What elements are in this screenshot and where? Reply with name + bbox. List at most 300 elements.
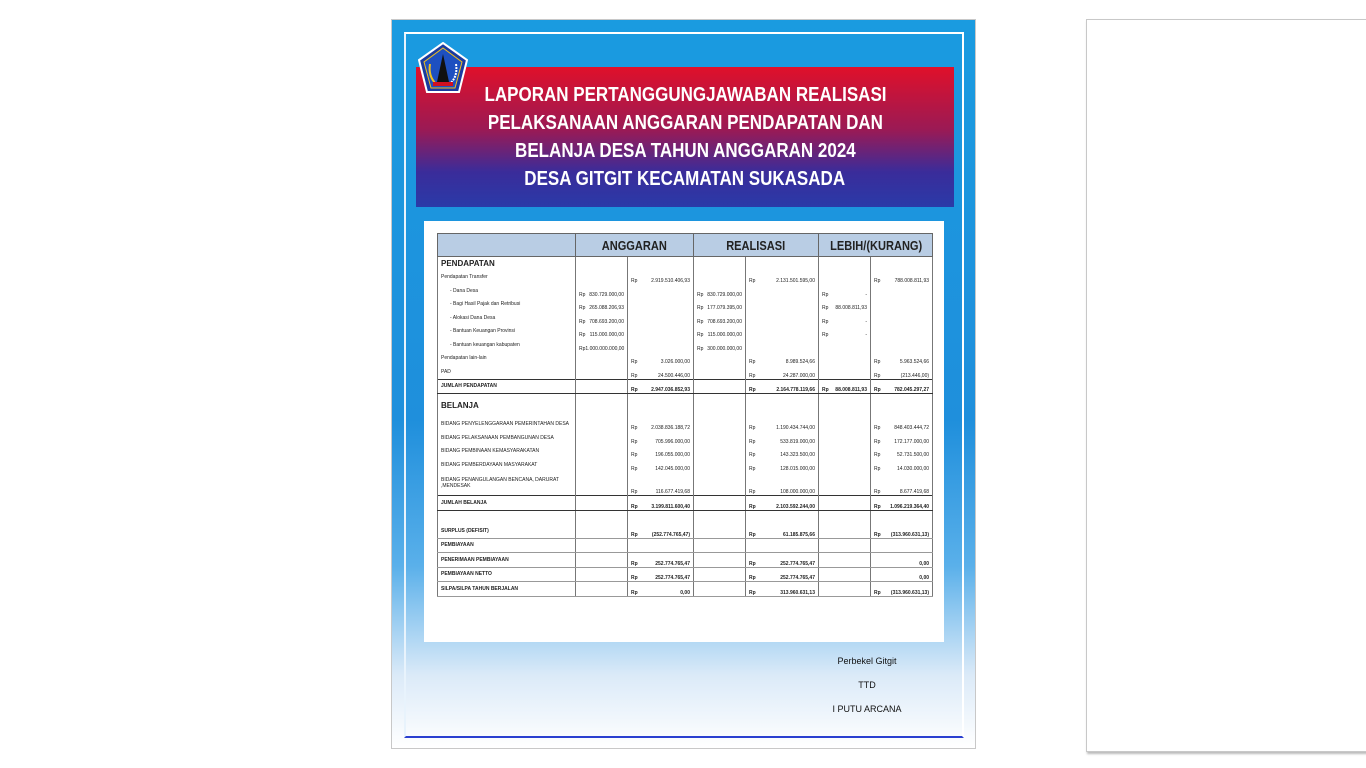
amount-value: 142.045.000,00 — [655, 465, 690, 472]
row-label: SURPLUS (DEFISIT) — [438, 524, 576, 538]
amount-value: 708.693.200,00 — [589, 318, 624, 325]
amount-value: 0,00 — [919, 575, 930, 581]
currency-label: Rp — [749, 387, 756, 393]
value-cell — [628, 553, 694, 568]
row-label: - Alokasi Dana Desa — [438, 311, 576, 325]
value-cell — [819, 311, 871, 325]
currency-label: Rp — [822, 305, 829, 311]
value-cell — [746, 271, 819, 285]
value-cell — [746, 298, 819, 312]
value-cell — [694, 284, 746, 298]
value-cell — [694, 567, 746, 582]
report-poster — [391, 19, 976, 749]
amount-value: - — [865, 291, 867, 298]
currency-label: Rp — [874, 489, 881, 495]
value-cell — [746, 538, 819, 553]
amount-value: 252.774.765,47 — [655, 560, 690, 567]
currency-label: Rp — [631, 575, 638, 581]
currency-label: Rp — [697, 318, 704, 325]
amount-value: (313.960.631,13) — [890, 589, 930, 596]
value-cell — [576, 538, 628, 553]
title-line: BELANJA DESA TAHUN ANGGARAN 2024 — [514, 140, 856, 162]
amount-value: (213.446,00) — [900, 372, 930, 379]
row-label: PEMBIAYAAN NETTO — [438, 567, 576, 582]
currency-label: Rp — [822, 318, 829, 325]
amount-value: 128.015.000,00 — [780, 465, 815, 472]
value-cell — [576, 553, 628, 568]
amount-value: 14.030.000,00 — [897, 465, 930, 472]
amount-value: 705.996.000,00 — [655, 438, 690, 445]
value-cell — [871, 496, 933, 511]
value-cell — [746, 338, 819, 352]
report-table-container — [424, 221, 944, 642]
value-cell — [628, 271, 694, 285]
value-cell — [871, 458, 933, 472]
value-cell — [819, 553, 871, 568]
value-cell — [746, 418, 819, 432]
value-cell — [576, 458, 628, 472]
value-cell — [871, 379, 933, 394]
value-cell — [576, 365, 628, 379]
currency-label: Rp — [874, 465, 881, 472]
value-cell — [746, 567, 819, 582]
currency-label: Rp — [874, 372, 881, 379]
row-label: - Bantuan Keuangan Provinsi — [438, 325, 576, 339]
amount-value: (252.774.765,47) — [651, 531, 690, 538]
amount-value: 533.819.000,00 — [780, 438, 815, 445]
table-row — [438, 458, 933, 472]
value-cell — [819, 379, 871, 394]
row-label: PENDAPATAN — [438, 257, 576, 271]
row-label: PAD — [438, 365, 576, 379]
value-cell — [628, 365, 694, 379]
signature-ttd: TTD — [858, 680, 876, 690]
value-cell — [694, 352, 746, 366]
value-cell — [628, 567, 694, 582]
currency-label: Rp — [874, 531, 881, 538]
currency-label: Rp — [822, 332, 829, 338]
value-cell — [694, 445, 746, 459]
value-cell — [819, 431, 871, 445]
value-cell — [871, 445, 933, 459]
value-cell — [871, 538, 933, 553]
value-cell — [576, 431, 628, 445]
value-cell — [576, 284, 628, 298]
value-cell — [746, 325, 819, 339]
value-cell — [694, 582, 746, 597]
value-cell — [694, 379, 746, 394]
value-cell — [694, 338, 746, 352]
value-cell — [576, 472, 628, 496]
value-cell — [871, 567, 933, 582]
value-cell — [871, 325, 933, 339]
value-cell — [576, 418, 628, 432]
row-label: SILPA/SILPA TAHUN BERJALAN — [438, 582, 576, 597]
value-cell — [746, 524, 819, 538]
table-row — [438, 567, 933, 582]
currency-label: Rp — [874, 452, 881, 458]
value-cell — [576, 352, 628, 366]
table-row — [438, 271, 933, 285]
value-cell — [694, 311, 746, 325]
currency-label: Rp — [631, 489, 638, 495]
value-cell — [819, 271, 871, 285]
amount-value: 177.079.395,00 — [707, 305, 742, 311]
amount-value: 782.045.297,27 — [894, 387, 930, 393]
amount-value: 1.190.434.744,00 — [776, 425, 815, 431]
amount-value: 3.026.000,00 — [660, 359, 690, 365]
regency-logo-icon — [418, 42, 468, 98]
currency-label: Rp — [749, 438, 756, 445]
value-cell — [871, 394, 933, 418]
header-lebih-kurang: LEBIH/(KURANG) — [819, 234, 933, 257]
value-cell — [694, 271, 746, 285]
value-cell — [819, 538, 871, 553]
currency-label: Rp — [631, 359, 638, 365]
table-row — [438, 394, 933, 418]
amount-value: 115.000.000,00 — [589, 332, 624, 338]
value-cell — [628, 284, 694, 298]
table-row — [438, 325, 933, 339]
signature-block — [812, 656, 922, 728]
value-cell — [819, 394, 871, 418]
currency-label: Rp — [631, 438, 638, 445]
budget-table — [437, 233, 933, 597]
value-cell — [694, 496, 746, 511]
value-cell — [746, 496, 819, 511]
amount-value: 24.287.000,00 — [783, 372, 815, 379]
value-cell — [746, 352, 819, 366]
currency-label: Rp — [749, 425, 756, 431]
amount-value: 830.729.000,00 — [707, 291, 742, 298]
value-cell — [628, 311, 694, 325]
currency-label: Rp — [874, 438, 881, 445]
value-cell — [819, 510, 871, 524]
table-row — [438, 379, 933, 394]
amount-value: 313.960.631,13 — [780, 589, 815, 596]
value-cell — [871, 298, 933, 312]
signer-name: I PUTU ARCANA — [832, 704, 902, 714]
amount-value: 196.055.000,00 — [655, 452, 690, 458]
value-cell — [871, 365, 933, 379]
row-label: JUMLAH BELANJA — [438, 496, 576, 511]
row-label: JUMLAH PENDAPATAN — [438, 379, 576, 394]
currency-label: Rp — [631, 372, 638, 379]
value-cell — [819, 338, 871, 352]
value-cell — [746, 379, 819, 394]
side-panel — [1086, 19, 1366, 752]
title-line: DESA GITGIT KECAMATAN SUKASADA — [524, 168, 846, 190]
value-cell — [746, 458, 819, 472]
value-cell — [746, 472, 819, 496]
currency-label: Rp — [822, 387, 829, 393]
table-row — [438, 284, 933, 298]
title-line: LAPORAN PERTANGGUNGJAWABAN REALISASI — [483, 84, 887, 106]
value-cell — [746, 365, 819, 379]
value-cell — [871, 582, 933, 597]
currency-label: Rp — [874, 503, 881, 510]
signer-role: Perbekel Gitgit — [837, 656, 897, 666]
currency-label: Rp — [697, 305, 704, 311]
value-cell — [694, 257, 746, 271]
value-cell — [746, 431, 819, 445]
value-cell — [628, 582, 694, 597]
amount-value: 830.729.000,00 — [589, 291, 624, 298]
value-cell — [746, 445, 819, 459]
value-cell — [576, 271, 628, 285]
value-cell — [576, 257, 628, 271]
row-label: BIDANG PENANGULANGAN BENCANA, DARURAT ,MENDESAK — [438, 472, 576, 496]
amount-value: - — [865, 332, 867, 338]
title-banner — [416, 67, 954, 207]
currency-label: Rp — [697, 332, 704, 338]
currency-label: Rp — [631, 589, 638, 596]
value-cell — [628, 445, 694, 459]
value-cell — [746, 510, 819, 524]
value-cell — [628, 510, 694, 524]
row-label: - Bagi Hasil Pajak dan Retribusi — [438, 298, 576, 312]
value-cell — [628, 496, 694, 511]
amount-value: 708.693.200,00 — [707, 318, 742, 325]
amount-value: 2.038.836.188,72 — [651, 425, 690, 431]
amount-value: 2.131.501.595,00 — [776, 278, 815, 284]
currency-label: Rp — [749, 575, 756, 581]
amount-value: 8.989.524,66 — [785, 359, 815, 365]
row-label: - Bantuan keuangan kabupaten — [438, 338, 576, 352]
table-row — [438, 431, 933, 445]
table-row — [438, 496, 933, 511]
value-cell — [694, 553, 746, 568]
table-row — [438, 365, 933, 379]
amount-value: 172.177.000,00 — [894, 438, 930, 445]
table-row — [438, 582, 933, 597]
value-cell — [628, 325, 694, 339]
value-cell — [819, 325, 871, 339]
value-cell — [694, 418, 746, 432]
table-row — [438, 352, 933, 366]
table-row — [438, 472, 933, 496]
value-cell — [819, 418, 871, 432]
currency-label: Rp — [874, 359, 881, 365]
currency-label: Rp — [697, 345, 704, 352]
currency-label: Rp — [579, 291, 586, 298]
amount-value: 88.008.811,93 — [835, 305, 867, 311]
value-cell — [746, 311, 819, 325]
value-cell — [819, 365, 871, 379]
amount-value: 5.963.524,66 — [899, 359, 930, 365]
table-row — [438, 418, 933, 432]
table-row — [438, 524, 933, 538]
value-cell — [628, 338, 694, 352]
currency-label: Rp — [631, 278, 638, 284]
row-label: PENERIMAAN PEMBIAYAAN — [438, 553, 576, 568]
value-cell — [871, 311, 933, 325]
value-cell — [871, 431, 933, 445]
row-label: BIDANG PELAKSANAAN PEMBANGUNAN DESA — [438, 431, 576, 445]
value-cell — [819, 582, 871, 597]
value-cell — [628, 257, 694, 271]
value-cell — [576, 496, 628, 511]
value-cell — [628, 418, 694, 432]
value-cell — [694, 394, 746, 418]
row-label: BIDANG PEMBERDAYAAN MASYARAKAT — [438, 458, 576, 472]
currency-label: Rp — [579, 318, 586, 325]
currency-label: Rp — [697, 291, 704, 298]
currency-label: Rp — [631, 452, 638, 458]
currency-label: Rp — [749, 278, 756, 284]
value-cell — [871, 271, 933, 285]
value-cell — [694, 298, 746, 312]
currency-label: Rp — [749, 465, 756, 472]
row-label: BIDANG PENYELENGGARAAN PEMERINTAHAN DESA — [438, 418, 576, 432]
currency-label: Rp — [749, 531, 756, 538]
currency-label: Rp — [822, 291, 829, 298]
value-cell — [819, 352, 871, 366]
value-cell — [871, 352, 933, 366]
currency-label: Rp — [631, 560, 638, 567]
value-cell — [576, 325, 628, 339]
amount-value: 0,00 — [919, 560, 930, 567]
amount-value: 108.000.000,00 — [780, 489, 815, 495]
amount-value: 2.919.510.406,93 — [651, 278, 690, 284]
amount-value: 252.774.765,47 — [655, 575, 690, 581]
table-row — [438, 445, 933, 459]
table-row — [438, 311, 933, 325]
value-cell — [746, 394, 819, 418]
value-cell — [871, 472, 933, 496]
value-cell — [694, 431, 746, 445]
value-cell — [694, 472, 746, 496]
value-cell — [576, 510, 628, 524]
header-blank — [438, 234, 576, 257]
currency-label: Rp — [579, 345, 586, 352]
currency-label: Rp — [749, 560, 756, 567]
value-cell — [694, 524, 746, 538]
amount-value: 252.774.765,47 — [780, 560, 815, 567]
amount-value: 0,00 — [680, 589, 690, 596]
table-row — [438, 298, 933, 312]
value-cell — [576, 582, 628, 597]
amount-value: 788.008.811,93 — [894, 278, 930, 284]
header-realisasi: REALISASI — [694, 234, 819, 257]
value-cell — [576, 311, 628, 325]
currency-label: Rp — [749, 489, 756, 495]
value-cell — [576, 338, 628, 352]
value-cell — [819, 298, 871, 312]
row-label: PEMBIAYAAN — [438, 538, 576, 553]
currency-label: Rp — [579, 305, 586, 311]
value-cell — [746, 257, 819, 271]
table-row — [438, 538, 933, 553]
amount-value: 252.774.765,47 — [780, 575, 815, 581]
table-row — [438, 257, 933, 271]
amount-value: 848.403.444,72 — [894, 425, 930, 431]
value-cell — [746, 284, 819, 298]
currency-label: Rp — [631, 465, 638, 472]
header-anggaran: ANGGARAN — [576, 234, 694, 257]
currency-label: Rp — [874, 278, 881, 284]
value-cell — [819, 496, 871, 511]
value-cell — [576, 394, 628, 418]
value-cell — [694, 538, 746, 553]
value-cell — [694, 510, 746, 524]
row-label: - Dana Desa — [438, 284, 576, 298]
value-cell — [628, 394, 694, 418]
value-cell — [871, 338, 933, 352]
amount-value: 88.008.811,93 — [835, 387, 867, 393]
value-cell — [576, 379, 628, 394]
currency-label: Rp — [631, 503, 638, 510]
value-cell — [628, 431, 694, 445]
value-cell — [576, 524, 628, 538]
amount-value: - — [865, 318, 867, 325]
amount-value: 1.096.219.364,40 — [890, 503, 930, 510]
value-cell — [819, 284, 871, 298]
table-row — [438, 510, 933, 524]
value-cell — [694, 325, 746, 339]
value-cell — [819, 445, 871, 459]
currency-label: Rp — [631, 425, 638, 431]
value-cell — [819, 257, 871, 271]
amount-value: 24.500.446,00 — [658, 372, 690, 379]
value-cell — [871, 553, 933, 568]
value-cell — [871, 524, 933, 538]
row-label: Pendapatan Transfer — [438, 271, 576, 285]
currency-label: Rp — [749, 503, 756, 510]
amount-value: 2.164.778.119,66 — [776, 387, 815, 393]
row-label — [438, 510, 576, 524]
row-label: Pendapatan lain-lain — [438, 352, 576, 366]
amount-value: 2.103.592.244,00 — [776, 503, 815, 510]
amount-value: 300.000.000,00 — [707, 345, 742, 352]
value-cell — [628, 472, 694, 496]
currency-label: Rp — [874, 387, 881, 393]
table-row — [438, 338, 933, 352]
value-cell — [628, 298, 694, 312]
currency-label: Rp — [579, 332, 586, 338]
value-cell — [694, 365, 746, 379]
value-cell — [819, 524, 871, 538]
value-cell — [694, 458, 746, 472]
amount-value: 1.000.000.000,00 — [585, 345, 625, 352]
row-label: BELANJA — [438, 394, 576, 418]
value-cell — [746, 553, 819, 568]
amount-value: 115.000.000,00 — [707, 332, 742, 338]
table-row — [438, 553, 933, 568]
value-cell — [628, 352, 694, 366]
value-cell — [576, 298, 628, 312]
value-cell — [819, 458, 871, 472]
amount-value: 52.731.500,00 — [897, 452, 930, 458]
value-cell — [746, 582, 819, 597]
title-line: PELAKSANAAN ANGGARAN PENDAPATAN DAN — [487, 112, 883, 134]
currency-label: Rp — [749, 372, 756, 379]
value-cell — [628, 524, 694, 538]
currency-label: Rp — [749, 589, 756, 596]
amount-value: 116.677.419,68 — [655, 489, 690, 495]
value-cell — [819, 472, 871, 496]
currency-label: Rp — [631, 387, 638, 393]
value-cell — [576, 567, 628, 582]
row-label: BIDANG PEMBINAAN KEMASYARAKATAN — [438, 445, 576, 459]
amount-value: 3.199.811.600,40 — [651, 503, 690, 510]
currency-label: Rp — [874, 425, 881, 431]
currency-label: Rp — [874, 589, 881, 596]
value-cell — [628, 458, 694, 472]
amount-value: (313.960.631,13) — [890, 531, 930, 538]
currency-label: Rp — [749, 452, 756, 458]
value-cell — [871, 284, 933, 298]
